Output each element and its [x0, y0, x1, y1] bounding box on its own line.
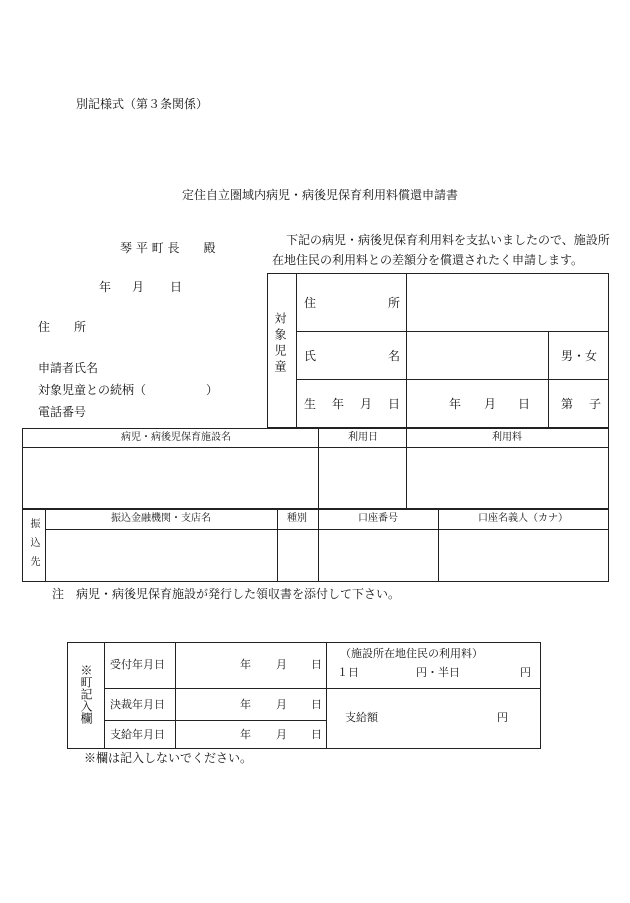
child-side-label: 対象児童: [273, 312, 287, 376]
child-name-label-c1: 氏: [304, 349, 317, 363]
child-birth-month[interactable]: 月: [484, 397, 497, 411]
account-number-header: 口座番号: [358, 513, 398, 524]
office-use-note: ※欄は記入しないでください。: [84, 751, 253, 765]
addressee: 琴 平 町 長 殿: [120, 241, 216, 255]
child-birth-label-4: 日: [388, 397, 401, 411]
applicant-name-label: 申請者氏名: [38, 361, 99, 375]
applicant-date-year: 年: [99, 280, 112, 294]
child-birth-year[interactable]: 年: [449, 397, 462, 411]
applicant-phone-label: 電話番号: [38, 405, 87, 419]
local-fee-full-day: １日: [337, 666, 359, 679]
account-holder-header: 口座名義人（カナ）: [478, 513, 568, 524]
paid-date-label: 支給年月日: [110, 728, 165, 741]
usage-fee-field[interactable]: [408, 449, 607, 507]
paid-day: 日: [311, 728, 322, 741]
child-address-label-c2: 所: [388, 296, 401, 310]
payment-amount-yen: 円: [497, 711, 508, 724]
child-order-suffix: 子: [589, 397, 602, 411]
child-sex-option[interactable]: 男・女: [561, 349, 598, 363]
child-name-field[interactable]: [408, 333, 546, 377]
intro-text-line1: 下記の病児・病後児保育利用料を支払いましたので、施設所: [286, 233, 610, 247]
received-year: 年: [240, 658, 251, 671]
paid-month: 月: [276, 728, 287, 741]
usage-fee-header: 利用料: [492, 432, 522, 443]
local-fee-yen: 円: [520, 666, 531, 679]
child-birth-label-1: 生: [304, 397, 317, 411]
child-birth-day[interactable]: 日: [518, 397, 531, 411]
child-address-field[interactable]: [408, 275, 606, 329]
receipt-note: 注 病児・病後児保育施設が発行した領収書を添付して下さい。: [52, 587, 401, 601]
decided-month: 月: [276, 698, 287, 711]
account-type-header: 種別: [287, 513, 307, 524]
paid-year: 年: [240, 728, 251, 741]
received-day: 日: [311, 658, 322, 671]
office-side-label: ※町記入欄: [79, 664, 93, 724]
bank-side-label: 振込先: [28, 518, 39, 575]
document-title: 定住自立圏域内病児・病後児保育利用料償還申請書: [182, 188, 459, 202]
local-fee-half-day: 円・半日: [416, 666, 460, 679]
local-fee-title: （施設所在地住民の利用料）: [340, 647, 483, 660]
decided-day: 日: [311, 698, 322, 711]
form-reference: 別記様式（第３条関係）: [76, 97, 209, 111]
child-order-prefix: 第: [561, 397, 574, 411]
applicant-date-month: 月: [132, 280, 145, 294]
intro-text-line2: 在地住民の利用料との差額分を償還されたく申請します。: [272, 253, 584, 267]
payment-amount-label: 支給額: [345, 711, 378, 724]
applicant-address-label: 住 所: [38, 320, 87, 334]
received-date-label: 受付年月日: [110, 658, 165, 671]
child-name-label-c2: 名: [388, 349, 401, 363]
decided-date-label: 決裁年月日: [110, 698, 165, 711]
applicant-date-day: 日: [170, 280, 183, 294]
facility-name-header: 病児・病後児保育施設名: [121, 432, 231, 443]
decided-year: 年: [240, 698, 251, 711]
child-birth-label-3: 月: [360, 397, 373, 411]
child-address-label-c1: 住: [304, 296, 317, 310]
bank-name-header: 振込金融機関・支店名: [111, 513, 211, 524]
received-month: 月: [276, 658, 287, 671]
account-number-field[interactable]: [320, 531, 436, 580]
account-type-field[interactable]: [279, 531, 316, 580]
account-holder-field[interactable]: [440, 531, 607, 580]
applicant-relation-label: 対象児童との続柄（ ）: [38, 383, 219, 397]
facility-name-field[interactable]: [24, 449, 316, 507]
usage-date-field[interactable]: [320, 449, 404, 507]
child-birth-label-2: 年: [332, 397, 345, 411]
usage-date-header: 利用日: [348, 432, 378, 443]
bank-name-field[interactable]: [47, 531, 275, 580]
